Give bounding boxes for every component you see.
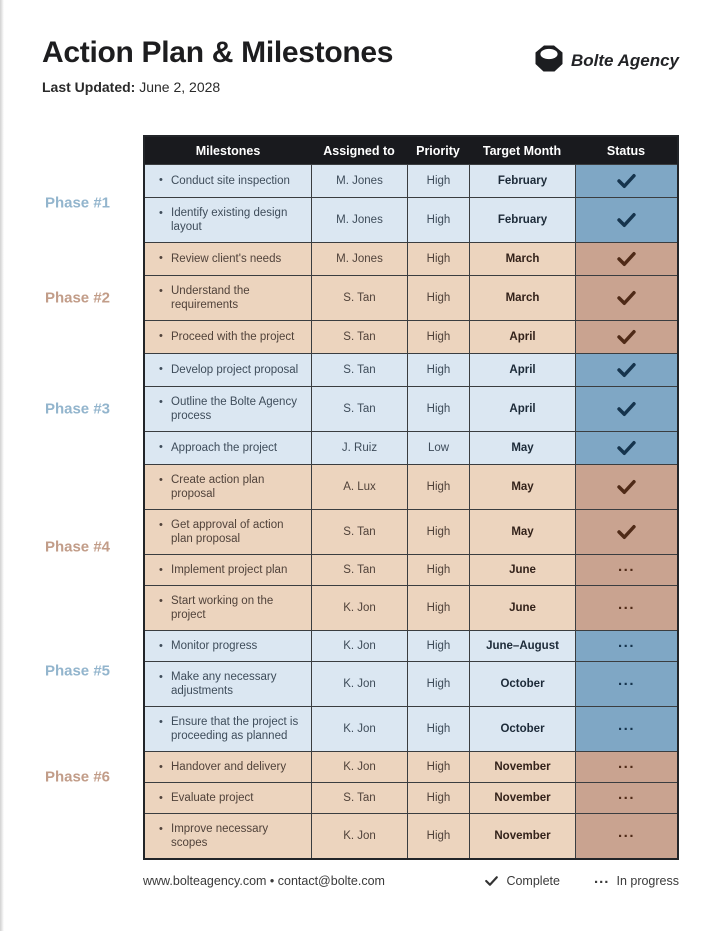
check-icon bbox=[616, 479, 637, 495]
table-row bbox=[145, 431, 677, 464]
check-icon bbox=[616, 329, 637, 345]
priority-cell: High bbox=[407, 783, 469, 813]
bullet-icon: • bbox=[159, 716, 163, 728]
brand bbox=[534, 45, 679, 77]
column-header: Status bbox=[606, 143, 646, 158]
priority-cell: High bbox=[407, 510, 469, 554]
milestone-text: Develop project proposal bbox=[171, 364, 299, 376]
milestone-text: Ensure that the project is proceeding as planned bbox=[171, 716, 299, 742]
in-progress-icon: ... bbox=[617, 672, 635, 689]
legend-item bbox=[593, 870, 679, 888]
assigned-cell: K. Jon bbox=[311, 662, 407, 706]
phase-rows bbox=[145, 164, 677, 242]
milestone-text: Review client's needs bbox=[171, 253, 282, 265]
target-month-cell: November bbox=[469, 783, 575, 813]
target-month-cell: October bbox=[469, 662, 575, 706]
in-progress-icon: ... bbox=[617, 824, 635, 841]
assigned-cell: K. Jon bbox=[311, 631, 407, 661]
check-icon bbox=[616, 251, 637, 267]
priority-cell: High bbox=[407, 586, 469, 630]
table-row bbox=[145, 242, 677, 275]
phase-group bbox=[44, 164, 677, 242]
bullet-icon: • bbox=[159, 564, 163, 576]
bullet-icon: • bbox=[159, 792, 163, 804]
milestone-text: Identify existing design layout bbox=[171, 207, 288, 233]
priority-cell: High bbox=[407, 555, 469, 585]
assigned-cell: K. Jon bbox=[311, 586, 407, 630]
milestone-cell bbox=[145, 354, 311, 386]
bullet-icon: • bbox=[159, 363, 163, 375]
table-row bbox=[145, 464, 677, 509]
status-cell bbox=[575, 465, 677, 509]
document-header bbox=[42, 36, 393, 95]
phase-label: Phase #3 bbox=[44, 400, 110, 417]
assigned-cell: S. Tan bbox=[311, 555, 407, 585]
target-month-cell: February bbox=[469, 198, 575, 242]
milestone-cell bbox=[145, 631, 311, 661]
table-row bbox=[145, 386, 677, 431]
priority-cell: High bbox=[407, 354, 469, 386]
table-row bbox=[145, 661, 677, 706]
bullet-icon: • bbox=[159, 761, 163, 773]
table-row bbox=[145, 585, 677, 630]
table-row bbox=[145, 813, 677, 858]
bullet-icon: • bbox=[159, 519, 163, 531]
priority-cell: High bbox=[407, 243, 469, 275]
in-progress-icon: ... bbox=[617, 786, 635, 803]
pot-logo-icon bbox=[534, 45, 564, 77]
priority-cell: High bbox=[407, 165, 469, 197]
bullet-icon: • bbox=[159, 252, 163, 264]
milestone-cell bbox=[145, 586, 311, 630]
check-icon bbox=[616, 173, 637, 189]
assigned-cell: S. Tan bbox=[311, 387, 407, 431]
status-cell bbox=[575, 510, 677, 554]
target-month-cell: October bbox=[469, 707, 575, 751]
table-row bbox=[145, 320, 677, 353]
milestone-cell bbox=[145, 752, 311, 782]
assigned-cell: K. Jon bbox=[311, 814, 407, 858]
phase-group bbox=[44, 751, 677, 858]
milestone-cell bbox=[145, 198, 311, 242]
status-cell bbox=[575, 276, 677, 320]
in-progress-icon: ... bbox=[617, 634, 635, 651]
target-month-cell: June bbox=[469, 586, 575, 630]
target-month-cell: May bbox=[469, 510, 575, 554]
milestone-cell bbox=[145, 662, 311, 706]
check-icon bbox=[616, 212, 637, 228]
target-month-cell: May bbox=[469, 465, 575, 509]
column-header: Target Month bbox=[482, 143, 562, 158]
priority-cell: High bbox=[407, 465, 469, 509]
milestone-text: Approach the project bbox=[171, 442, 278, 454]
bullet-icon: • bbox=[159, 285, 163, 297]
bullet-icon: • bbox=[159, 595, 163, 607]
milestone-text: Start working on the project bbox=[171, 595, 274, 621]
milestone-cell bbox=[145, 555, 311, 585]
in-progress-icon: ... bbox=[617, 558, 635, 575]
status-cell bbox=[575, 243, 677, 275]
table-body bbox=[44, 164, 677, 858]
priority-cell: High bbox=[407, 752, 469, 782]
priority-cell: High bbox=[407, 387, 469, 431]
milestone-cell bbox=[145, 432, 311, 464]
target-month-cell: April bbox=[469, 354, 575, 386]
page-title: Action Plan & Milestones bbox=[42, 36, 394, 69]
brand-name: Bolte Agency bbox=[570, 51, 679, 70]
milestone-text: Evaluate project bbox=[171, 792, 254, 804]
status-cell bbox=[575, 707, 677, 751]
assigned-cell: S. Tan bbox=[311, 354, 407, 386]
milestone-cell bbox=[145, 783, 311, 813]
phase-label: Phase #4 bbox=[44, 538, 110, 556]
column-header: Priority bbox=[416, 143, 460, 158]
milestone-cell bbox=[145, 707, 311, 751]
check-icon bbox=[484, 875, 499, 887]
table-row bbox=[145, 509, 677, 554]
legend-item bbox=[484, 874, 560, 888]
milestone-cell bbox=[145, 510, 311, 554]
milestone-cell bbox=[145, 814, 311, 858]
bullet-icon: • bbox=[159, 640, 163, 652]
table-row bbox=[145, 630, 677, 661]
phase-rows bbox=[145, 353, 677, 464]
priority-cell: High bbox=[407, 631, 469, 661]
milestone-text: Create action plan proposal bbox=[171, 474, 265, 500]
in-progress-icon: ... bbox=[617, 596, 635, 613]
phase-label: Phase #6 bbox=[44, 768, 110, 786]
assigned-cell: K. Jon bbox=[311, 707, 407, 751]
milestone-cell bbox=[145, 465, 311, 509]
assigned-cell: S. Tan bbox=[311, 783, 407, 813]
bullet-icon: • bbox=[159, 207, 163, 219]
column-header: Milestones bbox=[195, 143, 261, 158]
phase-rows bbox=[145, 630, 677, 751]
milestone-text: Outline the Bolte Agency process bbox=[171, 396, 297, 422]
target-month-cell: June–August bbox=[469, 631, 575, 661]
bullet-icon: • bbox=[159, 823, 163, 835]
assigned-cell: S. Tan bbox=[311, 276, 407, 320]
table-row bbox=[145, 197, 677, 242]
milestone-text: Make any necessary adjustments bbox=[171, 671, 277, 697]
status-cell bbox=[575, 165, 677, 197]
assigned-cell: A. Lux bbox=[311, 465, 407, 509]
milestone-text: Improve necessary scopes bbox=[171, 823, 269, 849]
target-month-cell: November bbox=[469, 814, 575, 858]
legend-label: Complete bbox=[506, 874, 560, 888]
assigned-cell: M. Jones bbox=[311, 165, 407, 197]
in-progress-icon: ... bbox=[617, 717, 635, 734]
footer-links: www.bolteagency.com • contact@bolte.com bbox=[143, 874, 385, 888]
table-row bbox=[145, 554, 677, 585]
milestone-text: Monitor progress bbox=[171, 640, 258, 652]
phase-label: Phase #2 bbox=[44, 289, 110, 306]
status-cell bbox=[575, 586, 677, 630]
target-month-cell: April bbox=[469, 321, 575, 353]
milestone-cell bbox=[145, 321, 311, 353]
phase-label: Phase #1 bbox=[44, 194, 110, 212]
phase-group bbox=[44, 630, 677, 751]
status-cell bbox=[575, 354, 677, 386]
table-row bbox=[145, 353, 677, 386]
status-legend bbox=[484, 870, 679, 888]
table-header bbox=[145, 137, 677, 164]
table-row bbox=[145, 275, 677, 320]
target-month-cell: November bbox=[469, 752, 575, 782]
milestone-cell bbox=[145, 276, 311, 320]
milestone-cell bbox=[145, 387, 311, 431]
milestone-text: Handover and delivery bbox=[171, 761, 287, 773]
milestone-text: Implement project plan bbox=[171, 564, 288, 576]
status-cell bbox=[575, 198, 677, 242]
in-progress-icon: ... bbox=[593, 870, 610, 887]
status-cell bbox=[575, 321, 677, 353]
table-row bbox=[145, 751, 677, 782]
bullet-icon: • bbox=[159, 174, 163, 186]
phase-group bbox=[44, 353, 677, 464]
milestone-cell bbox=[145, 165, 311, 197]
status-cell bbox=[575, 662, 677, 706]
assigned-cell: S. Tan bbox=[311, 510, 407, 554]
assigned-cell: K. Jon bbox=[311, 752, 407, 782]
legend-label: In progress bbox=[616, 874, 679, 888]
bullet-icon: • bbox=[159, 671, 163, 683]
target-month-cell: April bbox=[469, 387, 575, 431]
priority-cell: High bbox=[407, 707, 469, 751]
priority-cell: Low bbox=[407, 432, 469, 464]
priority-cell: High bbox=[407, 276, 469, 320]
status-cell bbox=[575, 387, 677, 431]
phase-rows bbox=[145, 751, 677, 858]
bullet-icon: • bbox=[159, 396, 163, 408]
milestone-text: Get approval of action plan proposal bbox=[171, 519, 284, 545]
priority-cell: High bbox=[407, 662, 469, 706]
status-cell bbox=[575, 783, 677, 813]
bullet-icon: • bbox=[159, 474, 163, 486]
last-updated bbox=[42, 79, 393, 95]
phase-group bbox=[44, 464, 677, 630]
milestone-cell bbox=[145, 243, 311, 275]
assigned-cell: S. Tan bbox=[311, 321, 407, 353]
column-header: Assigned to bbox=[323, 143, 395, 158]
target-month-cell: February bbox=[469, 165, 575, 197]
status-cell bbox=[575, 555, 677, 585]
assigned-cell: J. Ruiz bbox=[311, 432, 407, 464]
assigned-cell: M. Jones bbox=[311, 243, 407, 275]
target-month-cell: May bbox=[469, 432, 575, 464]
phase-rows bbox=[145, 242, 677, 353]
last-updated-value: June 2, 2028 bbox=[139, 79, 221, 95]
phase-group bbox=[44, 242, 677, 353]
priority-cell: High bbox=[407, 814, 469, 858]
milestone-text: Proceed with the project bbox=[171, 331, 295, 343]
check-icon bbox=[616, 290, 637, 306]
in-progress-icon: ... bbox=[617, 755, 635, 772]
milestones-table bbox=[44, 135, 679, 860]
footer bbox=[143, 870, 679, 888]
table-row bbox=[145, 164, 677, 197]
status-cell bbox=[575, 631, 677, 661]
status-cell bbox=[575, 432, 677, 464]
table-row bbox=[145, 782, 677, 813]
target-month-cell: March bbox=[469, 243, 575, 275]
milestone-text: Understand the requirements bbox=[171, 285, 250, 311]
bullet-icon: • bbox=[159, 441, 163, 453]
target-month-cell: March bbox=[469, 276, 575, 320]
check-icon bbox=[616, 401, 637, 417]
phase-label: Phase #5 bbox=[44, 662, 110, 680]
phase-rows bbox=[145, 464, 677, 630]
target-month-cell: June bbox=[469, 555, 575, 585]
check-icon bbox=[616, 440, 637, 456]
bullet-icon: • bbox=[159, 330, 163, 342]
check-icon bbox=[616, 362, 637, 378]
check-icon bbox=[616, 524, 637, 540]
status-cell bbox=[575, 752, 677, 782]
table-row bbox=[145, 706, 677, 751]
milestone-text: Conduct site inspection bbox=[171, 175, 290, 187]
priority-cell: High bbox=[407, 198, 469, 242]
priority-cell: High bbox=[407, 321, 469, 353]
status-cell bbox=[575, 814, 677, 858]
assigned-cell: M. Jones bbox=[311, 198, 407, 242]
last-updated-label: Last Updated: bbox=[42, 79, 136, 95]
